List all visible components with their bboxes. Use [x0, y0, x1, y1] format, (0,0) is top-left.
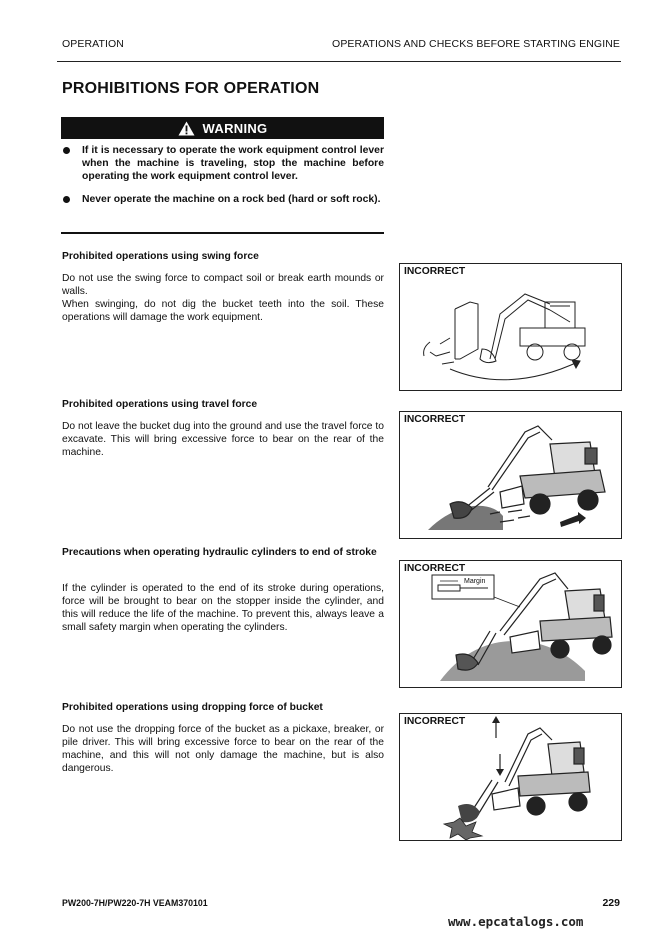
dropping-illustration: [400, 714, 621, 840]
margin-callout-label: Margin: [464, 578, 486, 585]
section-text-swing-2: When swinging, do not dig the bucket teeth into the soil. These operations will damage the work equipment.: [62, 299, 384, 323]
section-heading-swing: Prohibited operations using swing force: [62, 251, 259, 262]
section-heading-dropping: Prohibited operations using dropping force of bucket: [62, 702, 323, 713]
figure-label-incorrect: INCORRECT: [404, 414, 466, 425]
warning-item: If it is necessary to operate the work equipment control lever when the machine is traveling, stop the machine before operating the work equipment control lever.: [62, 144, 384, 183]
section-text-swing-1: Do not use the swing force to compact soil or break earth mounds or walls.: [62, 273, 384, 297]
section-heading-cylinders: Precautions when operating hydraulic cylinders to end of stroke: [62, 547, 377, 558]
travel-illustration: [400, 412, 621, 538]
section-text-dropping: Do not use the dropping force of the bucket as a pickaxe, breaker, or pile driver. This will bring excessive force to bear on the rear of the machine, and this will not only damage the machine, but is also dangerous.: [62, 724, 384, 774]
cylinder-illustration: [400, 561, 621, 687]
figure-label-incorrect: INCORRECT: [404, 716, 466, 727]
warning-banner: [61, 117, 384, 139]
section-text-travel: Do not leave the bucket dug into the ground and use the travel force to excavate. This will bring excessive force to bear on the rear of the machine.: [62, 421, 384, 458]
figure-travel-force: [399, 411, 622, 539]
section-heading-travel: Prohibited operations using travel force: [62, 399, 258, 410]
bullet-icon: [63, 147, 70, 154]
watermark-url: www.epcatalogs.com: [448, 914, 584, 929]
header-section-title: OPERATION: [62, 38, 124, 50]
figure-dropping-force: [399, 713, 622, 841]
bullet-icon: [63, 196, 70, 203]
swing-illustration: [400, 264, 621, 390]
header-chapter-title: OPERATIONS AND CHECKS BEFORE STARTING ENGINE: [332, 38, 620, 50]
warning-triangle-icon: [178, 121, 195, 136]
page-number: 229: [602, 897, 620, 909]
footer-model-code: PW200-7H/PW220-7H VEAM370101: [62, 898, 208, 908]
warning-list: [62, 144, 384, 216]
warning-label: WARNING: [202, 120, 268, 136]
section-text-cylinders: If the cylinder is operated to the end of its stroke during operations, force will be brought to bear on the stopper inside the cylinder, and this will reduce the life of the machine. To prevent this, always leave a small safety margin when operating the cylinders.: [62, 583, 384, 633]
figure-label-incorrect: INCORRECT: [404, 563, 466, 574]
figure-cylinder-stroke: [399, 560, 622, 688]
figure-label-incorrect: INCORRECT: [404, 266, 466, 277]
warning-bottom-rule: [61, 232, 384, 234]
warning-item: Never operate the machine on a rock bed (hard or soft rock).: [62, 193, 384, 206]
header-divider: [57, 61, 621, 62]
page-title: PROHIBITIONS FOR OPERATION: [62, 80, 320, 97]
figure-swing-force: [399, 263, 622, 391]
